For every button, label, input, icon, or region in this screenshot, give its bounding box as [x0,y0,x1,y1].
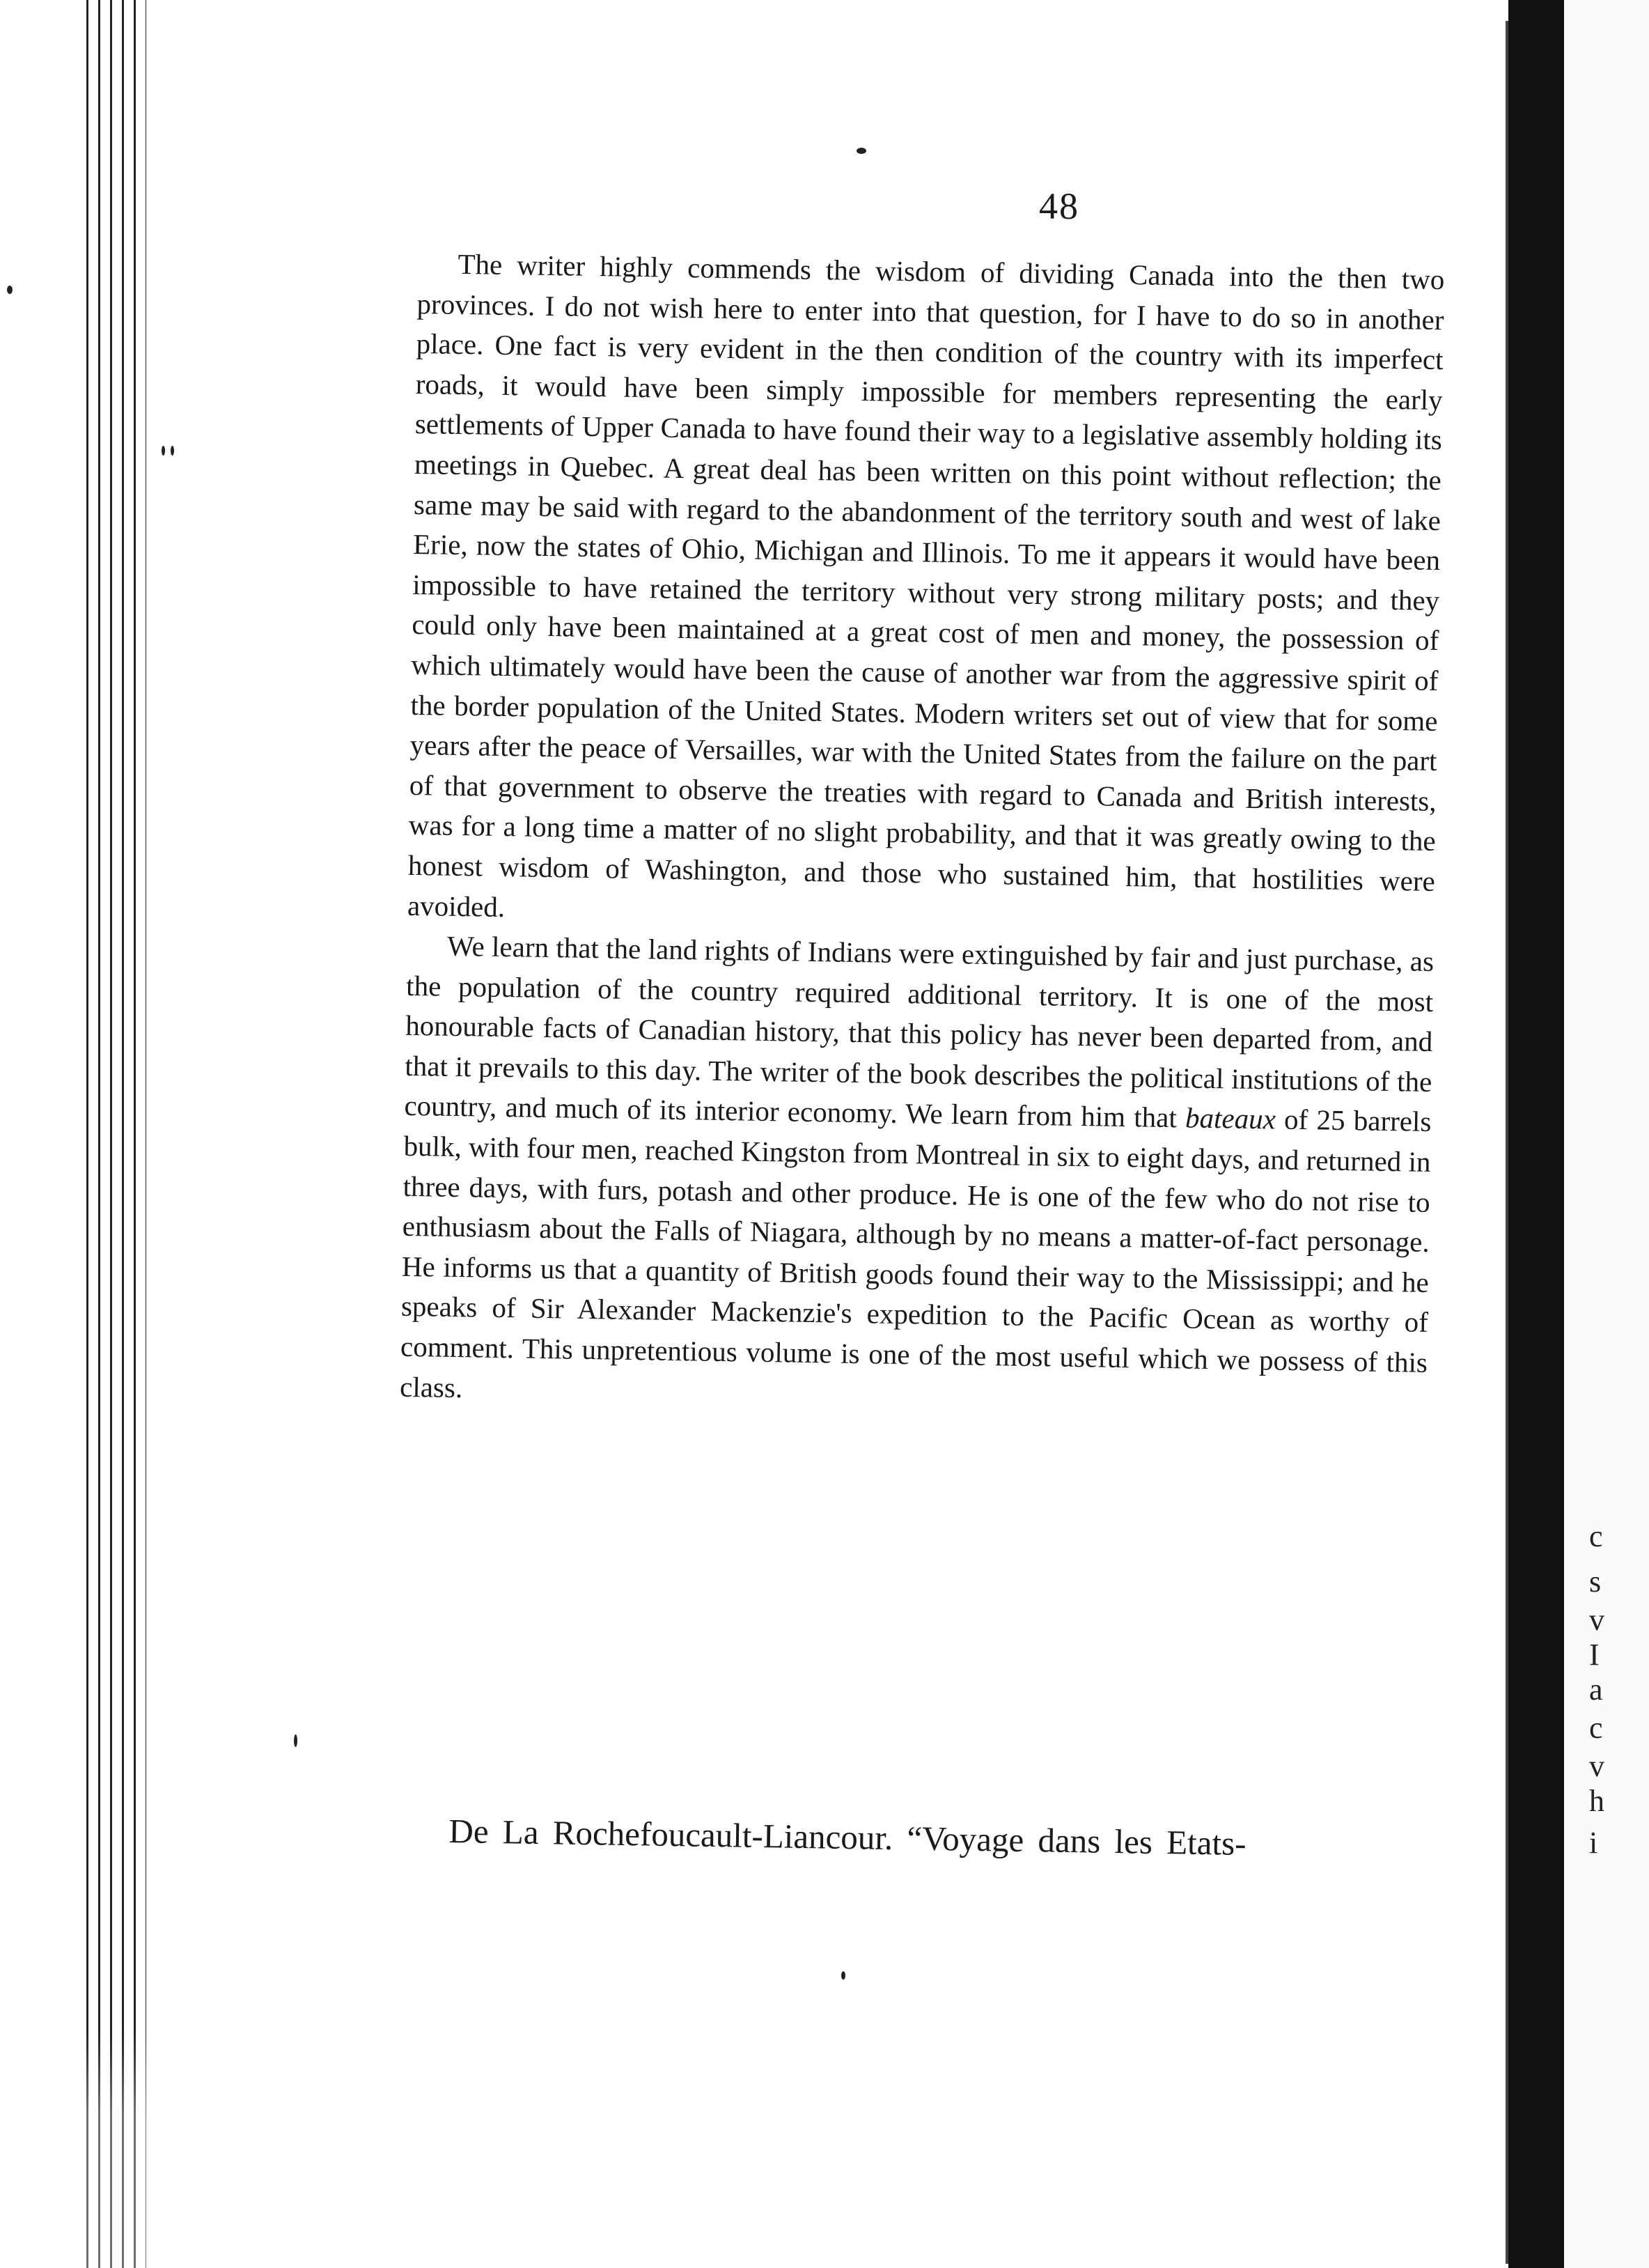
page-number: 48 [1039,185,1079,227]
scan-speck [171,446,174,456]
paragraph-2-text-before: We learn that the land rights of Indians were extinguished by fair and just purchase, as the population of the country required additional territory. It is one of the most honourable facts of Canadian history, that this policy has never been departed from, and that it prevails to this day. The writer of the book describes the political institutions of the country, and much of its interior economy. We learn from him that [404,929,1435,1134]
adjacent-page-fragment: v [1589,1603,1604,1637]
adjacent-page-fragment: a [1589,1672,1603,1707]
adjacent-page-fragment: c [1589,1519,1603,1553]
scan-speck [294,1734,297,1747]
body-text [400,244,1445,1423]
paragraph-1: The writer highly commends the wisdom of dividing Canada into the then two provinces. I do not wish here to enter into that question, for I have to do so in another place. One fact is very evident in the then condition of the country with its imperfect roads, it would have been simply impossible for members representing the early settlements of Upper Canada to have found their way to a legislative assembly holding its meetings in Quebec. A great deal has been written on this point without reflection; the same may be said with regard to the abandonment of the territory south and west of lake Erie, now the states of Ohio, Michigan and Illinois. To me it appears it would have been impossible to have retained the territory without very strong military posts; and they could only have been maintained at a great cost of men and money, the possession of which ultimately would have been the cause of another war from the aggressive spirit of the border population of the United States. Modern writers set out of view that for some years after the peace of Versailles, war with the United States from the failure on the part of that government to observe the treaties with regard to Canada and British interests, was for a long time a matter of no slight probability, and that it was greatly owing to the honest wisdom of Washington, and those who sustained him, that hostilities were avoided. [407,247,1445,923]
book-gutter [1508,0,1564,2268]
italic-term: bateaux [1185,1101,1276,1135]
adjacent-page-edge [1564,0,1649,2268]
scan-speck [7,286,13,294]
next-entry-heading: De La Rochefoucault-Liancour. “Voyage dans les Etats- [448,1811,1246,1863]
adjacent-page-fragment: i [1589,1826,1598,1860]
adjacent-page-fragment: h [1589,1784,1604,1818]
paragraph-2 [400,926,1435,1423]
adjacent-page-fragment: s [1589,1564,1602,1599]
book-page-edges [77,0,146,2268]
adjacent-page-fragment: I [1589,1638,1600,1672]
scan-speck [162,446,165,456]
adjacent-page-fragment: c [1589,1711,1603,1745]
scan-speck [841,1971,845,1980]
adjacent-page-fragment: v [1589,1749,1604,1783]
scan-speck [857,148,866,154]
paragraph-2-text-after: of 25 barrels bulk, with four men, reached Kingston from Montreal in six to eight days, and returned in three days, with furs, potash and other produce. He is one of the few who do not rise to enthusiasm about the Falls of Niagara, although by no means a matter-of-fact personage. He informs us that a quantity of British goods found their way to the Mississippi; and he speaks of Sir Alexander Mackenzie's expedition to the Pacific Ocean as worthy of comment. This unpretentious volume is one of the most useful which we possess of this class. [399,1103,1432,1404]
